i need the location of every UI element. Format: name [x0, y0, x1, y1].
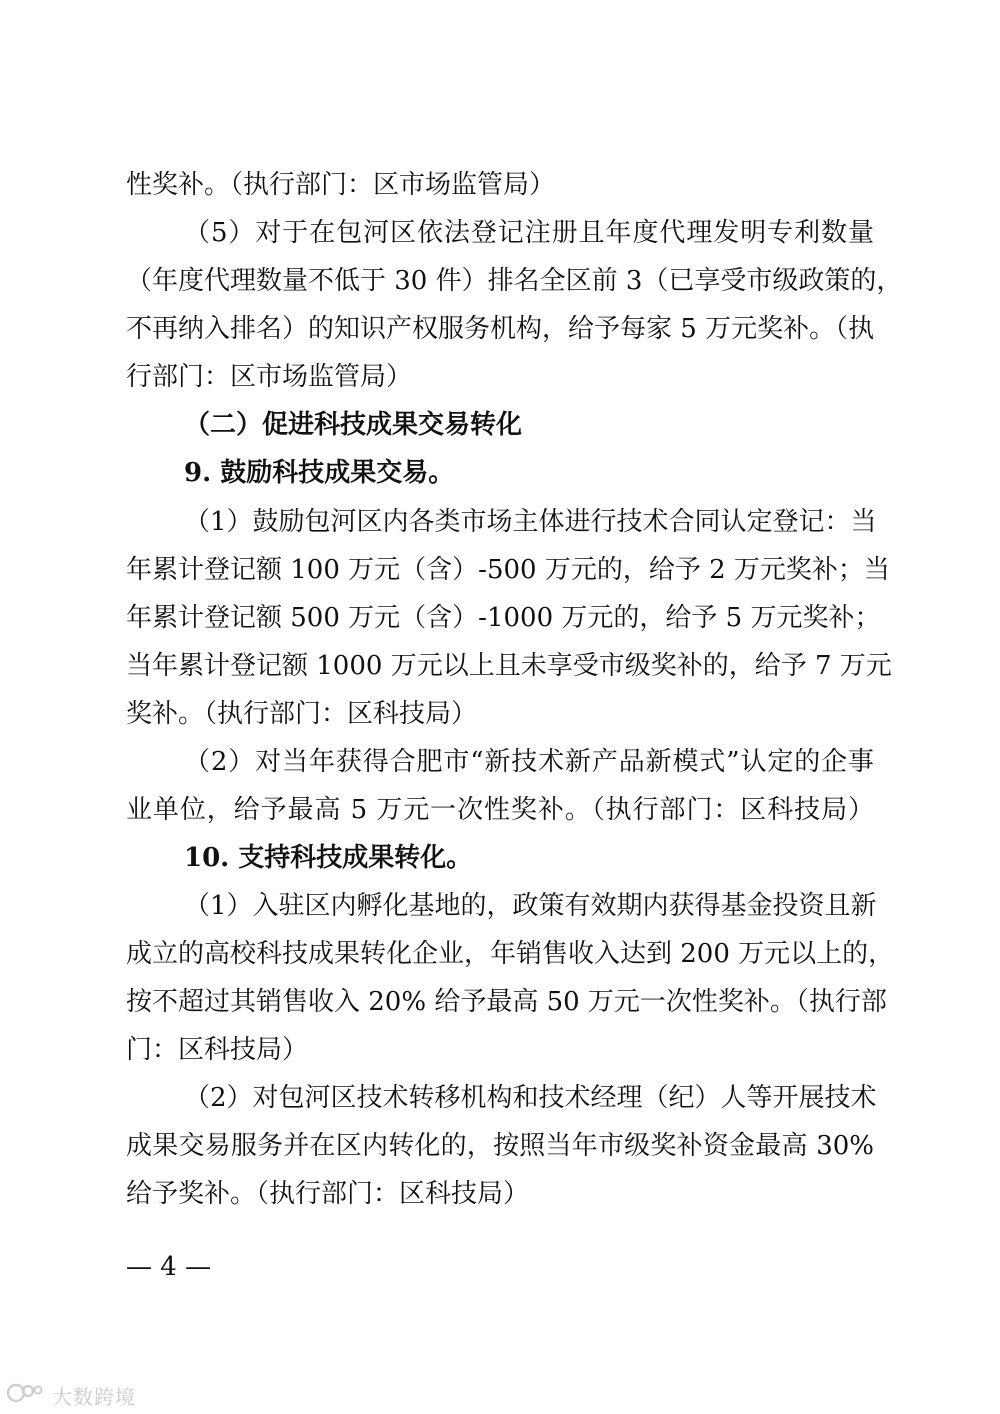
paragraph-line: （年度代理数量不低于 30 件）排名全区前 3（已享受市级政策的， — [126, 266, 903, 296]
paragraph-line: 行部门：区市场监管局） — [126, 362, 413, 392]
paragraph-line: 当年累计登记额 1000 万元以上且未享受市级奖补的，给予 7 万元 — [126, 651, 892, 681]
page-number: — 4 — — [126, 1252, 212, 1282]
paragraph-line: 年累计登记额 100 万元（含）-500 万元的，给予 2 万元奖补；当 — [126, 555, 890, 585]
item-heading: 10. 支持科技成果转化。 — [184, 843, 473, 873]
watermark-text: 大数跨境 — [52, 1384, 136, 1409]
item-heading: 9. 鼓励科技成果交易。 — [184, 458, 455, 488]
paragraph-line: 成果交易服务并在区内转化的，按照当年市级奖补资金最高 30% — [126, 1131, 874, 1161]
paragraph-line: 给予奖补。（执行部门：区科技局） — [126, 1179, 530, 1209]
watermark-logo-icon — [6, 1381, 46, 1410]
paragraph-line: 年累计登记额 500 万元（含）-1000 万元的，给予 5 万元奖补； — [126, 603, 881, 633]
paragraph-line: 性奖补。（执行部门：区市场监管局） — [126, 170, 556, 200]
paragraph-line: 成立的高校科技成果转化企业，年销售收入达到 200 万元以上的， — [126, 939, 895, 969]
section-heading: （二）促进科技成果交易转化 — [184, 410, 523, 440]
paragraph-line: 奖补。（执行部门：区科技局） — [126, 699, 478, 729]
paragraph-line: （2）对当年获得合肥市“新技术新产品新模式”认定的企事 — [184, 747, 874, 777]
watermark — [6, 1379, 136, 1411]
paragraph-line: （1）入驻区内孵化基地的，政策有效期内获得基金投资且新 — [184, 891, 877, 921]
paragraph-line: 门：区科技局） — [126, 1035, 309, 1065]
paragraph-line: （5）对于在包河区依法登记注册且年度代理发明专利数量 — [184, 218, 874, 248]
paragraph-line: 按不超过其销售收入 20% 给予最高 50 万元一次性奖补。（执行部 — [126, 987, 887, 1017]
paragraph-line: 不再纳入排名）的知识产权服务机构，给予每家 5 万元奖补。（执 — [126, 314, 875, 344]
paragraph-line: （1）鼓励包河区内各类市场主体进行技术合同认定登记：当 — [184, 507, 877, 537]
paragraph-line: （2）对包河区技术转移机构和技术经理（纪）人等开展技术 — [184, 1083, 877, 1113]
paragraph-line: 业单位，给予最高 5 万元一次性奖补。（执行部门：区科技局） — [126, 795, 874, 825]
